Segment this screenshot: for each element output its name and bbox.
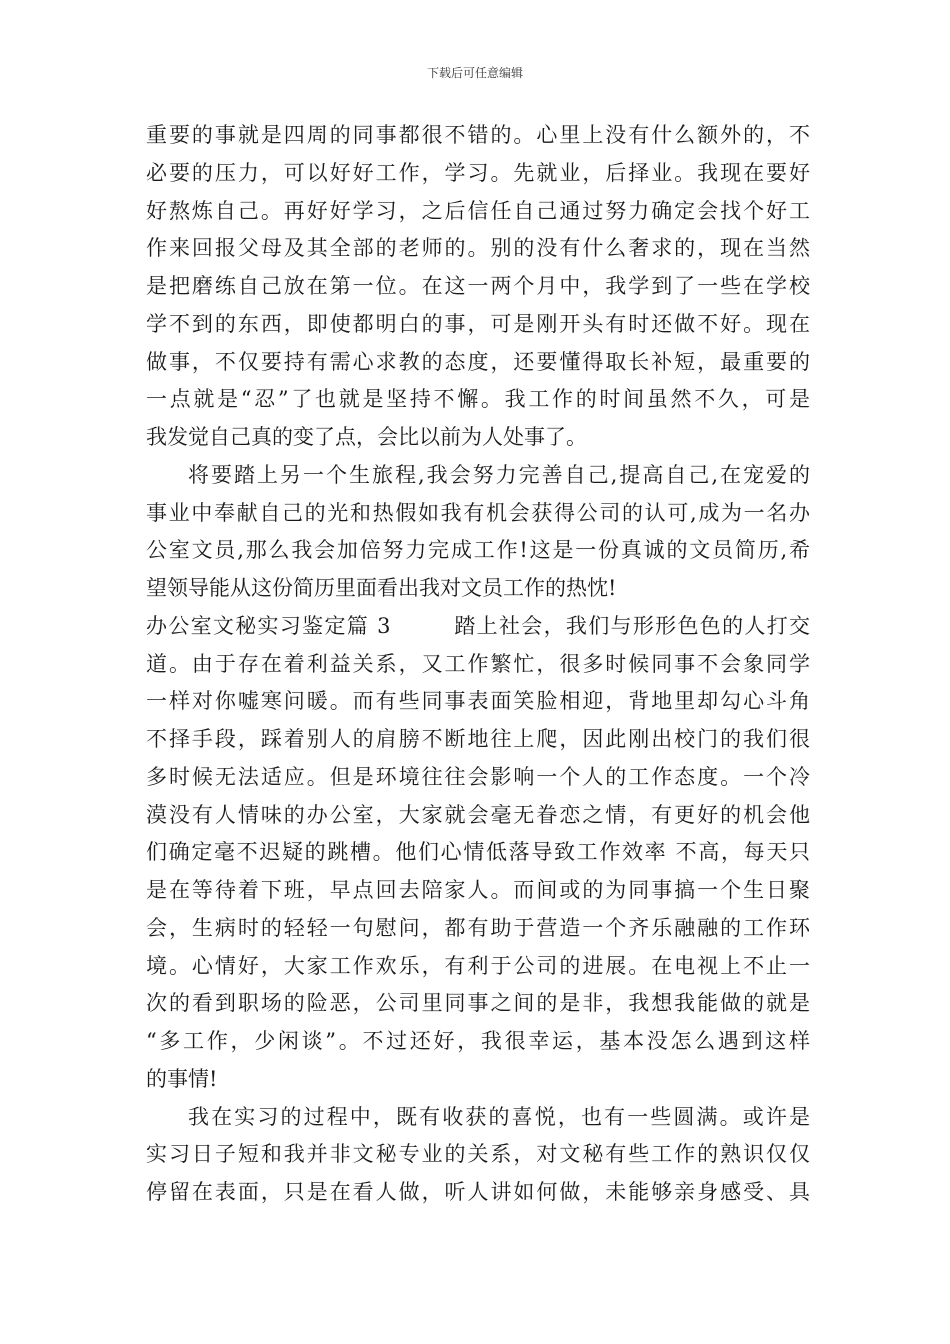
text-line: 们确定毫不迟疑的跳槽。他们心情低落导致工作效率 不高，每天只 bbox=[146, 840, 810, 865]
text-line: 好熬炼自己。再好好学习，之后信任自己通过努力确定会找个好工 bbox=[146, 198, 810, 223]
text-line: 重要的事就是四周的同事都很不错的。心里上没有什么额外的，不 bbox=[146, 123, 810, 147]
page-header: 下载后可任意编辑 bbox=[426, 66, 523, 80]
text-line: 漠没有人情味的办公室，大家就会毫无眷恋之情，有更好的机会他 bbox=[146, 802, 810, 827]
text-line: 学不到的东西，即使都明白的事，可是刚开头有时还做不好。现在 bbox=[146, 311, 810, 336]
text-line: 望领导能从这份简历里面看出我对文员工作的热忱! bbox=[146, 576, 617, 600]
section-heading-line: 办公室文秘实习鉴定篇 3 踏上社会，我们与形形色色的人打交 bbox=[146, 613, 810, 638]
text-line: 不择手段，踩着别人的肩膀不断地往上爬，因此刚出校门的我们很 bbox=[146, 727, 810, 751]
text-line: 我在实习的过程中，既有收获的喜悦，也有一些圆满。或许是 bbox=[188, 1104, 810, 1129]
text-line: 次的看到职场的险恶，公司里同事之间的是非，我想我能做的就是 bbox=[146, 991, 810, 1016]
text-line: 是把磨练自己放在第一位。在这一两个月中，我学到了一些在学校 bbox=[146, 274, 810, 298]
text-line: 将要踏上另一个生旅程,我会努力完善自己,提高自己,在宠爱的 bbox=[188, 462, 810, 487]
text-line: 作来回报父母及其全部的老师的。别的没有什么奢求的，现在当然 bbox=[146, 236, 810, 261]
text-line: 实习日子短和我并非文秘专业的关系，对文秘有些工作的熟识仅仅 bbox=[146, 1142, 810, 1167]
text-line: 一样对你嘘寒问暖。而有些同事表面笑脸相迎，背地里却勾心斗角 bbox=[146, 689, 810, 714]
text-line: 公室文员,那么我会加倍努力完成工作!这是一份真诚的文员简历,希 bbox=[146, 538, 810, 563]
text-line: “多工作，少闲谈”。不过还好，我很幸运，基本没怎么遇到这样 bbox=[146, 1029, 810, 1053]
text-line: 做事，不仅要持有需心求教的态度，还要懂得取长补短，最重要的 bbox=[146, 349, 810, 374]
text-line: 多时候无法适应。但是环境往往会影响一个人的工作态度。一个冷 bbox=[146, 764, 810, 789]
text-line: 会，生病时的轻轻一句慰问，都有助于营造一个齐乐融融的工作环 bbox=[146, 915, 810, 940]
text-line: 我发觉自己真的变了点，会比以前为人处事了。 bbox=[146, 425, 587, 449]
text-line: 的事情! bbox=[146, 1066, 218, 1091]
text-line: 停留在表面，只是在看人做，听人讲如何做，未能够亲身感受、具 bbox=[146, 1180, 810, 1204]
document-body bbox=[146, 117, 810, 1212]
text-line: 境。心情好，大家工作欢乐，有利于公司的进展。在电视上不止一 bbox=[146, 953, 810, 978]
text-line: 必要的压力，可以好好工作，学习。先就业，后择业。我现在要好 bbox=[146, 160, 810, 185]
text-line: 事业中奉献自己的光和热假如我有机会获得公司的认可,成为一名办 bbox=[146, 500, 810, 525]
text-line: 是在等待着下班，早点回去陪家人。而间或的为同事搞一个生日聚 bbox=[146, 878, 810, 902]
text-line: 道。由于存在着利益关系，又工作繁忙，很多时候同事不会象同学 bbox=[146, 651, 810, 676]
text-line: 一点就是“忍”了也就是坚持不懈。我工作的时间虽然不久，可是 bbox=[146, 387, 810, 412]
